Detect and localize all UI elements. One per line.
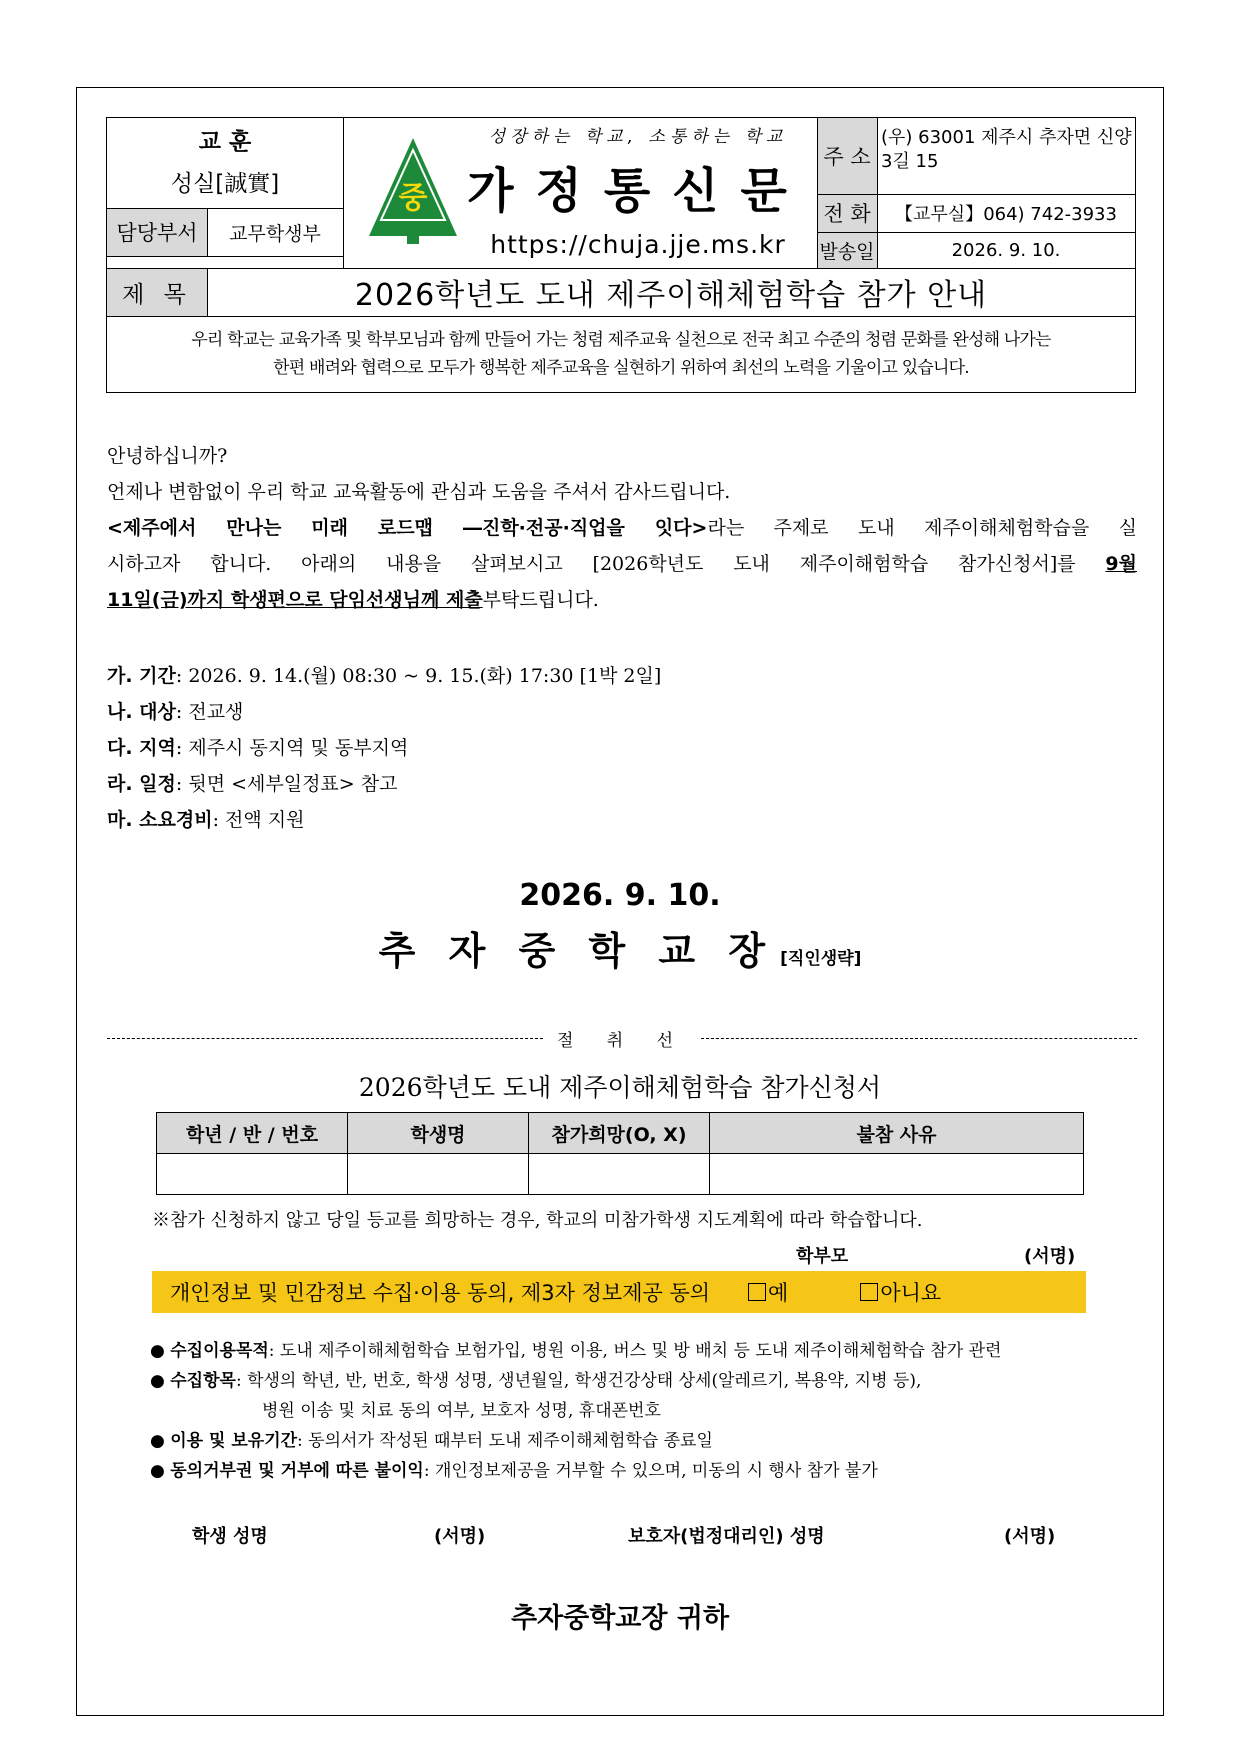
- detail-item: 라. 일정: 뒷면 <세부일정표> 참고: [107, 773, 398, 795]
- school-logo-icon: [365, 136, 461, 246]
- table-row: [157, 1154, 1084, 1195]
- phone-label: 전 화: [817, 194, 877, 232]
- seal-note: [직인생략]: [780, 949, 862, 969]
- deadline-end: 부탁드립니다.: [482, 589, 599, 611]
- subject-label: 제 목: [107, 268, 207, 316]
- theme-rest: 라는 주제로 도내 제주이해체험학습을 실: [707, 517, 1137, 539]
- absence-reason-field[interactable]: [710, 1154, 1084, 1195]
- issue-date: 2026. 9. 10.: [519, 878, 721, 913]
- theme-line: [107, 510, 1137, 546]
- col-student-name: 학생명: [348, 1113, 529, 1154]
- non-participation-note: ※참가 신청하지 않고 당일 등교를 희망하는 경우, 학교의 미참가학생 지도계획에 따라 학습합니다.: [152, 1210, 923, 1231]
- cut-line-label: 절 취 선: [556, 1030, 688, 1051]
- theme-title: <제주에서 만나는 미래 로드맵 ―진학·전공·직업을 잇다>: [107, 517, 708, 539]
- guardian-sign[interactable]: (서명): [1004, 1526, 1056, 1547]
- dept-label: 담당부서: [107, 208, 207, 256]
- mission-statement: [107, 316, 1135, 392]
- principal-title: 추 자 중 학 교 장: [378, 929, 776, 973]
- no-label: 아니요: [880, 1281, 942, 1305]
- consent-bullet-continued: 병원 이송 및 치료 동의 여부, 보호자 성명, 휴대폰번호: [262, 1401, 661, 1421]
- parent-label: 학부모: [796, 1246, 849, 1267]
- cut-line: [107, 1028, 1137, 1051]
- deadline-text: 11일(금)까지 학생편으로 담임선생님께 제출: [107, 589, 483, 611]
- date-value: 2026. 9. 10.: [951, 239, 1061, 261]
- subject-value: 2026학년도 도내 제주이해체험학습 참가 안내: [354, 278, 988, 313]
- address-value: (우) 63001 제주시 추자면 신양 3길 15: [881, 127, 1132, 172]
- title-block: [343, 118, 817, 268]
- school-url: https://chuja.jje.ms.kr: [490, 230, 786, 259]
- deadline-month: 9월: [1105, 553, 1137, 575]
- parent-sign: (서명): [1024, 1246, 1076, 1267]
- address-label: 주 소: [817, 118, 877, 194]
- application-table: [156, 1112, 1084, 1195]
- consent-bullet: ● 이용 및 보유기간: 동의서가 작성된 때부터 도내 제주이해체험학습 종료일: [150, 1431, 713, 1451]
- logo-glyph: 중: [398, 181, 428, 216]
- no-checkbox[interactable]: [860, 1283, 878, 1301]
- col-participation: 참가희망(O, X): [529, 1113, 710, 1154]
- col-absence-reason: 불참 사유: [710, 1113, 1084, 1154]
- grade-class-number-field[interactable]: [157, 1154, 348, 1195]
- yes-checkbox[interactable]: [748, 1283, 766, 1301]
- date-label: 발송일: [817, 232, 877, 268]
- newsletter-title: 가정통신문: [467, 163, 809, 219]
- table-header-row: [157, 1113, 1084, 1154]
- letter-body: [107, 438, 1137, 618]
- newsletter-header: [106, 117, 1136, 393]
- student-name-label: 학생 성명: [192, 1526, 268, 1547]
- request-line: [107, 546, 1137, 582]
- detail-item: 나. 대상: 전교생: [107, 701, 244, 723]
- consent-bar: [152, 1271, 1086, 1313]
- detail-item: 가. 기간: 2026. 9. 14.(월) 08:30 ~ 9. 15.(화) 17:30 [1박 2일]: [107, 665, 662, 687]
- student-name-field[interactable]: [348, 1154, 529, 1195]
- dept-value: 교무학생부: [229, 222, 321, 245]
- consent-bullet: ● 동의거부권 및 거부에 따른 불이익: 개인정보제공을 거부할 수 있으며, 미동의 시 행사 참가 불가: [150, 1461, 878, 1481]
- request-text: 시하고자 합니다. 아래의 내용을 살펴보시고 [2026학년도 도내 제주이해험학습 참가신청서]를: [107, 553, 1106, 575]
- detail-item: 마. 소요경비: 전액 지원: [107, 809, 305, 831]
- participation-field[interactable]: [529, 1154, 710, 1195]
- consent-title: 개인정보 및 민감정보 수집·이용 동의, 제3자 정보제공 동의: [170, 1281, 711, 1305]
- consent-yes[interactable]: [748, 1277, 788, 1307]
- mission-line-1: 우리 학교는 교육가족 및 학부모님과 함께 만들어 가는 청렴 제주교육 실천으로 전국 최고 수준의 청렴 문화를 완성해 나가는: [191, 330, 1051, 350]
- slogan: 성장하는 학교, 소통하는 학교: [488, 127, 788, 147]
- guardian-name-label: 보호자(법정대리인) 성명: [628, 1526, 825, 1547]
- yes-label: 예: [768, 1281, 789, 1305]
- mission-line-2: 한편 배려와 협력으로 모두가 행복한 제주교육을 실현하기 위하여 최선의 노력을 기울이고 있습니다.: [273, 358, 969, 378]
- motto-label: 교 훈: [198, 129, 252, 155]
- application-title: 2026학년도 도내 제주이해체험학습 참가신청서: [358, 1073, 882, 1102]
- consent-bullet: ● 수집이용목적: 도내 제주이해체험학습 보험가입, 병원 이용, 버스 및 방 배치 등 도내 제주이해체험학습 참가 관련: [150, 1341, 1002, 1361]
- col-grade-class-number: 학년 / 반 / 번호: [157, 1113, 348, 1154]
- consent-bullet: ● 수집항목: 학생의 학년, 반, 번호, 학생 성명, 생년월일, 학생건강상태 상세(알레르기, 복용약, 지병 등),: [150, 1371, 922, 1391]
- consent-no[interactable]: [860, 1277, 941, 1307]
- details-list: [107, 658, 1137, 838]
- student-sign[interactable]: (서명): [434, 1526, 486, 1547]
- motto-value: 성실[誠實]: [170, 171, 280, 197]
- deadline-line: [107, 582, 1137, 618]
- motto-cell: [107, 118, 343, 208]
- principal-signature: [0, 920, 1240, 975]
- greeting: 안녕하십니까?: [107, 445, 228, 467]
- detail-item: 다. 지역: 제주시 동지역 및 동부지역: [107, 737, 409, 759]
- thanks-line: 언제나 변함없이 우리 학교 교육활동에 관심과 도움을 주셔서 감사드립니다.: [107, 481, 731, 503]
- addressee: 추자중학교장 귀하: [510, 1603, 730, 1634]
- phone-value: 【교무실】064) 742-3933: [895, 204, 1117, 225]
